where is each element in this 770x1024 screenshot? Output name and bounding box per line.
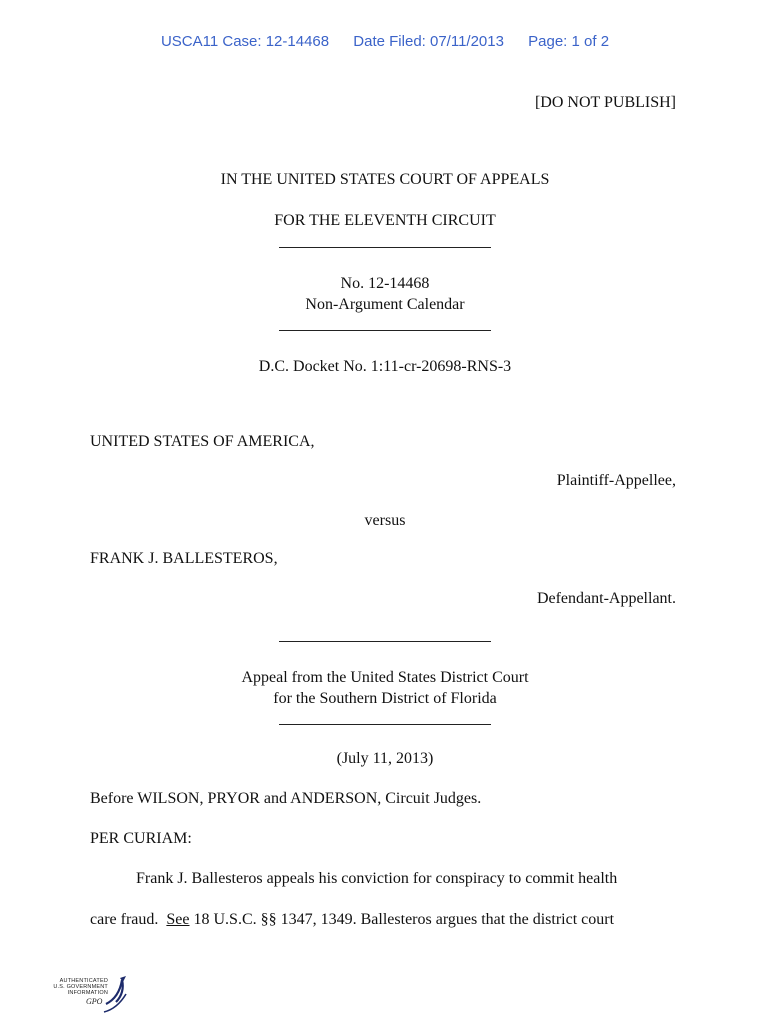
publish-notice: [DO NOT PUBLISH]	[534, 94, 676, 111]
court-title: IN THE UNITED STATES COURT OF APPEALS	[220, 171, 550, 188]
logo-text-line3: INFORMATION	[67, 990, 108, 996]
gpo-authentication-logo	[38, 972, 138, 1020]
opinion-paragraph-line1: Frank J. Ballesteros appeals his conviction for conspiracy to commit health	[136, 870, 618, 887]
appeal-origin-line1: Appeal from the United States District Court	[241, 669, 529, 686]
calendar-type: Non-Argument Calendar	[305, 296, 465, 313]
panel-judges: Before WILSON, PRYOR and ANDERSON, Circuit Judges.	[90, 790, 482, 807]
versus-text: versus	[364, 512, 406, 529]
appeal-origin-line2: for the Southern District of Florida	[273, 690, 497, 707]
page-header	[0, 33, 770, 50]
divider-rule	[279, 641, 491, 642]
logo-text-line2: U.S. GOVERNMENT	[53, 984, 108, 990]
page-count-header: Page: 1 of 2	[528, 33, 610, 50]
plaintiff-name: UNITED STATES OF AMERICA,	[90, 433, 315, 450]
circuit-title: FOR THE ELEVENTH CIRCUIT	[274, 212, 496, 229]
case-number-header: USCA11 Case: 12-14468	[160, 33, 330, 50]
plaintiff-role: Plaintiff-Appellee,	[556, 472, 676, 489]
divider-rule	[279, 247, 491, 248]
see-signal: See	[166, 911, 190, 928]
eagle-emblem-icon	[100, 974, 130, 1018]
divider-rule	[279, 330, 491, 331]
opinion-paragraph-line2	[90, 911, 614, 929]
opinion-text: care fraud.	[90, 911, 159, 928]
defendant-role: Defendant-Appellant.	[536, 590, 676, 607]
per-curiam: PER CURIAM:	[90, 830, 192, 847]
logo-text-line1: AUTHENTICATED	[59, 978, 108, 984]
statute-citation: 18 U.S.C. §§ 1347, 1349. Ballesteros argues that the district court	[193, 911, 615, 928]
docket-number: D.C. Docket No. 1:11-cr-20698-RNS-3	[258, 358, 512, 375]
logo-gpo-mark: GPO	[86, 997, 103, 1006]
divider-rule	[279, 724, 491, 725]
defendant-name: FRANK J. BALLESTEROS,	[90, 550, 278, 567]
decision-date: (July 11, 2013)	[336, 750, 434, 767]
case-number: No. 12-14468	[340, 275, 430, 292]
date-filed-header: Date Filed: 07/11/2013	[353, 33, 504, 50]
